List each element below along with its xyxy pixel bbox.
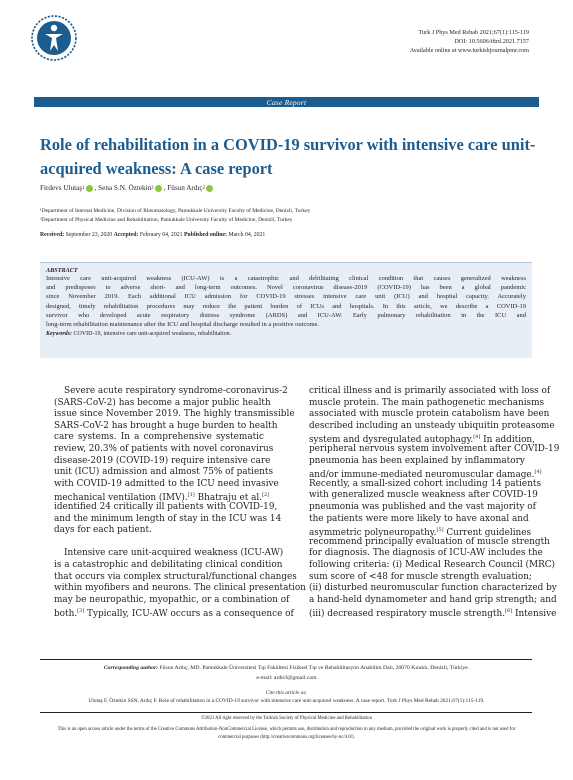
body-text-line: Recently, a small-sized cohort including 14 patients [309, 478, 542, 489]
body-text-line: mechanical ventilation (IMV).[1] Bhatraju et al.[2] [54, 492, 270, 504]
keywords-text: COVID-19, intensive care unit-acquired weakness, rehabilitation. [73, 331, 232, 338]
body-text-line: Intensive care unit-acquired weakness (ICU-AW) [64, 548, 284, 559]
article-dates [40, 232, 265, 238]
body-text-line: with generalized muscle weakness after COVID-19 [309, 490, 538, 501]
body-text-line: pneumonia was published and the vast majority of [309, 501, 536, 512]
published-date: March 04, 2021 [228, 232, 266, 238]
body-text-line: disease-2019 (COVID-19) require intensive care [54, 455, 271, 466]
paragraph-gap [54, 537, 264, 549]
accepted-date: February 04, 2021 [139, 232, 183, 238]
article-title: Role of rehabilitation in a COVID-19 survivor with intensive care unit-acquired weakness: A case report [40, 135, 536, 178]
body-column-right [309, 386, 560, 620]
correspondence-email[interactable]: e-mail: ardicf@gmail.com [256, 675, 317, 681]
received-date: September 23, 2020 [65, 232, 113, 238]
body-text-line: Severe acute respiratory syndrome-coronavirus-2 [64, 386, 288, 396]
license-notice: This is an open access article under the terms of the Creative Commons Attribution-NonCommercial License, which permits use, distribution and reproduction in any medium, provided the original work is properly cited and is not used for commercial purposes (http://creativecommons.org/licenses/by-nc/4.0/). [57, 727, 516, 740]
citation-ref[interactable]: [4] [534, 469, 542, 476]
body-text-line: may be neuropathic, myopathic, or a combination of [54, 594, 290, 605]
author-affil-sup: 2 [151, 185, 154, 191]
author-affil-sup: 2 [202, 185, 205, 191]
footer-divider [40, 712, 532, 713]
body-text-line: within myofibers and neurons. The clinical presentation [54, 583, 306, 594]
correspondence-text: Füsun Ardıç, MD. Pamukkale Üniversitesi Tıp Fakültesi Fiziksel Tıp ve Rehabilitasyon Anabilim Dalı, 20070 Kınıklı, Denizli, Türkiye. [159, 665, 470, 671]
affiliation-item: ¹Department of Internal Medicine, Division of Rheumatology, Pamukkale University Faculty of Medicine, Denizli, Turkey [40, 208, 311, 214]
orcid-icon[interactable] [206, 185, 213, 192]
orcid-icon[interactable] [155, 185, 162, 192]
footnote-divider [40, 659, 532, 660]
body-text-line: unit (ICU) admission and almost 75% of patients [54, 467, 274, 478]
received-label: Received: [40, 232, 65, 238]
abstract-line: survivor who developed acute respiratory distress syndrome (ARDS) and ICU-AW. Early pulmonary rehabilitation in the ICU and [46, 311, 526, 319]
affiliation-item: ²Department of Physical Medicine and Rehabilitation, Pamukkale University Faculty of Medicine, Denizli, Turkey [40, 217, 293, 223]
keywords [46, 331, 526, 337]
body-text-line: review, 20.3% of patients with novel coronavirus [54, 443, 274, 454]
body-text-line: and/or immune-mediated neuromuscular damage.[4] [309, 469, 542, 481]
journal-logo [30, 14, 78, 62]
correspondence-block [0, 663, 573, 683]
body-column-left [54, 386, 306, 620]
body-text-line: is a catastrophic and debilitating clinical condition [54, 559, 283, 570]
body-text-line: care systems. In a comprehensive systematic [54, 432, 264, 443]
body-text-line: the patients were more likely to have axonal and [309, 513, 529, 524]
body-text-line: (iii) decreased respiratory muscle strength.[6] Intensive [309, 608, 557, 620]
author-name: Füsun Ardıç [167, 184, 203, 192]
author-name: Firdevs Ulutaş [40, 184, 83, 192]
published-label: Published online: [183, 232, 227, 238]
abstract-line: designed, timely rehabilitation procedures may reduce the patient burden of ICUs and hospitals. In this article, we describe a COVID-19 [46, 302, 526, 310]
abstract-line: and predisposes to adverse short- and long-term outcomes. Novel coronavirus disease-2019 (COVID-19) has been a global pandemic [46, 284, 526, 292]
author-name: Sena S.N. Öztekin [98, 184, 152, 192]
journal-doi: DOI: 10.5606/tftrd.2021.7157 [454, 38, 529, 45]
keywords-label: Keywords: [46, 331, 72, 338]
body-text-line: associated with muscle protein catabolism have been [309, 409, 550, 420]
body-text-line: pneumonia has been explained by inflammatory [309, 455, 525, 466]
case-report-label: Case Report [266, 97, 307, 107]
abstract-line: long-term rehabilitation maintenance after the ICU and hospital discharge resulted in a positive outcome. [46, 321, 320, 329]
abstract-box [40, 262, 532, 358]
body-text-line: sum score of <48 for muscle strength evaluation; [309, 571, 532, 582]
cite-heading: Cite this article as: [265, 690, 308, 696]
body-text-line: system and dysregulated autophagy.[4] In addition, [309, 434, 535, 446]
accepted-label: Accepted: [113, 232, 139, 238]
body-text-line: (SARS-CoV-2) has become a major public health [54, 397, 271, 408]
body-text-line: critical illness and is primarily associated with loss of [309, 386, 551, 396]
abstract-line: Intensive care unit-acquired weakness (ICU-AW) is a catastrophic and debilitating clinical condition that causes generalized weakness [46, 275, 526, 282]
body-text-line: following criteria: (i) Medical Research Council (MRC) [309, 559, 556, 570]
citation-ref[interactable]: [3] [77, 608, 85, 615]
body-text-line: days for each patient. [54, 525, 152, 536]
citation-ref[interactable]: [2] [262, 492, 270, 499]
body-text-line: and the minimum length of stay in the ICU was 14 [54, 513, 282, 524]
abstract-heading: ABSTRACT [46, 267, 78, 274]
citation-ref[interactable]: [4] [473, 434, 481, 441]
cite-text: Ulutaş F, Öztekin SSN, Ardıç F. Role of rehabilitation in a COVID-19 survivor with intensive care unit-acquired weakness: A case report. Turk J Phys Med Rehab 2021;67(1):115-119. [88, 698, 485, 704]
journal-citation: Turk J Phys Med Rehab 2021;67(1):115-119 [418, 29, 529, 36]
citation-ref[interactable]: [5] [436, 527, 444, 534]
author-affil-sup: 1 [82, 185, 85, 191]
affiliations [40, 207, 310, 225]
journal-meta [410, 28, 529, 55]
body-text-line: described including an unsteady ubiquitin proteasome [309, 420, 555, 431]
body-text-line: both.[3] Typically, ICU-AW occurs as a consequence of [54, 608, 294, 620]
body-text-line: a hand-held dynamometer and hand grip strength; and [309, 594, 557, 605]
case-report-banner [34, 97, 539, 107]
journal-online: Available online at www.turkishjournalpmr.com [409, 47, 529, 54]
body-text-line: recommend principally evaluation of muscle strength [309, 536, 550, 547]
body-text-line: (ii) disturbed neuromuscular function characterized by [309, 583, 557, 594]
citation-ref[interactable]: [1] [187, 492, 195, 499]
body-text-line: asymmetric polyneuropathy.[5] Current guidelines [309, 527, 532, 539]
abstract-line: since November 2019. Each additional ICU admission for COVID-19 stresses intensive care unit (ICU) and hospital capacity. Accurately [46, 293, 526, 301]
body-text-line: peripheral nervous system involvement after COVID-19 [309, 443, 560, 454]
body-text-line: for diagnosis. The diagnosis of ICU-AW includes the [309, 548, 543, 559]
abstract-text [46, 274, 526, 329]
orcid-icon[interactable] [86, 185, 93, 192]
body-text-line: with COVID-19 admitted to the ICU need invasive [54, 478, 279, 489]
body-text-line: that occurs via complex structural/functional changes [54, 571, 297, 582]
body-text-line: muscle protein. The main pathogenetic mechanisms [309, 397, 545, 408]
body-text-line: identified 24 critically ill patients with COVID-19, [54, 501, 278, 512]
body-text-line: SARS-CoV-2 has brought a huge burden to health [54, 420, 278, 431]
author-list: Firdevs Ulutaş 1 , Sena S.N. Öztekin 2 , Füsun Ardıç 2 [40, 184, 215, 192]
copyright-notice: ©2021 All right reserved by the Turkish Society of Physical Medicine and Rehabilitation [201, 716, 372, 721]
citation-ref[interactable]: [6] [505, 608, 513, 615]
correspondence-label: Corresponding author: [103, 665, 159, 671]
body-text-line: issue since November 2019. The highly transmissible [54, 409, 295, 420]
